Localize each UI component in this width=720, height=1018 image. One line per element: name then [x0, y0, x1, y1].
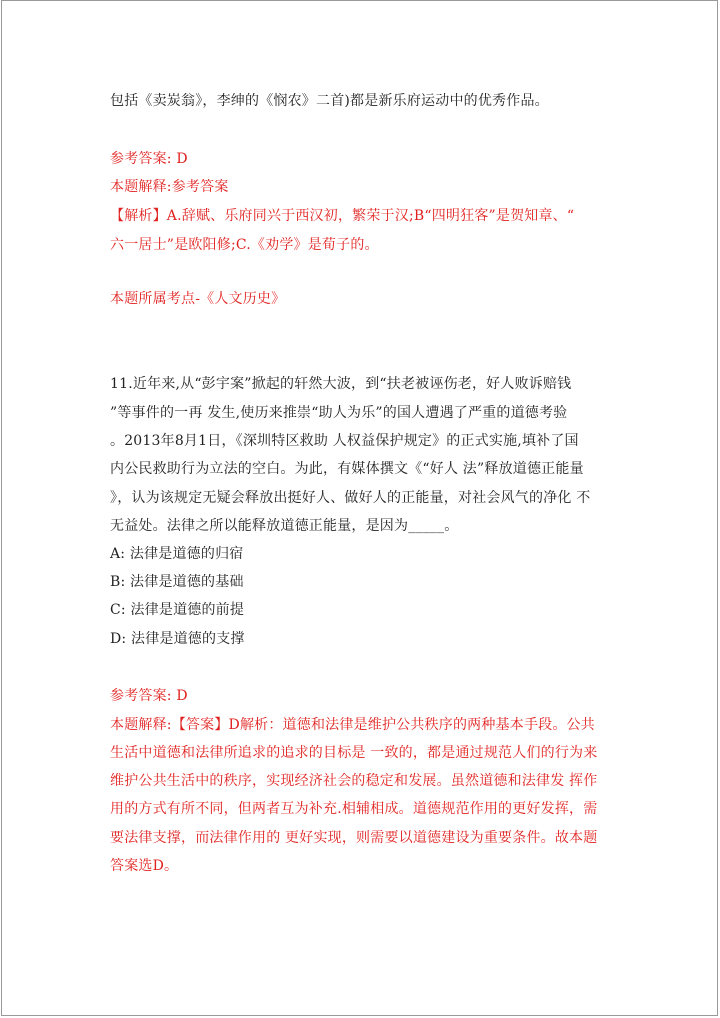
answer-label: 参考答案: D	[110, 688, 188, 704]
previous-question-text: 包括《卖炭翁》，李绅的《悯农》二首)都是新乐府运动中的优秀作品。	[110, 93, 549, 109]
explanation-line: 用的方式有所不同，但两者互为补充.相辅相成。道德规范作用的更好发挥，需	[110, 801, 598, 817]
question-stem-line: 》，认为该规定无疑会释放出挺好人、做好人的正能量，对社会风气的净化 不	[110, 490, 591, 506]
question-stem-line: 内公民救助行为立法的空白。为此，有媒体撰文《“好人 法”释放道德正能量	[110, 461, 584, 477]
question-stem-line: ”等事件的一再 发生,使历来推崇“助人为乐”的国人遭遇了严重的道德考验	[110, 405, 568, 421]
option-b: B: 法律是道德的基础	[110, 574, 244, 590]
explanation-line: 答案选D。	[110, 858, 179, 874]
explanation-title: 本题解释:参考答案	[110, 179, 229, 195]
document-page	[1, 0, 718, 1016]
explanation-line: 六一居士”是欧阳修;C.《劝学》是荀子的。	[110, 237, 379, 253]
option-c: C: 法律是道德的前提	[110, 602, 245, 618]
question-stem-line: 11.近年来,从“彭宇案”掀起的轩然大波，到“扶老被诬伤老，好人败诉赔钱	[110, 376, 572, 392]
explanation-line: 要法律支撑，而法律作用的 更好实现，则需要以道德建设为重要条件。故本题	[110, 830, 598, 846]
answer-label: 参考答案: D	[110, 151, 188, 167]
option-a: A: 法律是道德的归宿	[110, 546, 244, 562]
question-stem-line: 。2013年8月1日，《深圳特区救助 人权益保护规定》的正式实施,填补了国	[110, 433, 579, 449]
option-d: D: 法律是道德的支撑	[110, 631, 245, 647]
explanation-line: 【解析】A.辞赋、乐府同兴于西汉初，繁荣于汉;B“四明狂客”是贺知章、“	[110, 208, 575, 224]
topic-label: 本题所属考点-《人文历史》	[110, 291, 286, 307]
explanation-line: 生活中道德和法律所追求的追求的目标是 一致的，都是通过规范人们的行为来	[110, 745, 598, 761]
explanation-line: 维护公共生活中的秩序，实现经济社会的稳定和发展。虽然道德和法律发 挥作	[110, 773, 598, 789]
question-stem-line: 无益处。法律之所以能释放道德正能量，是因为_____。	[110, 518, 459, 534]
explanation-line: 本题解释:【答案】D解析：道德和法律是维护公共秩序的两种基本手段。公共	[110, 717, 595, 733]
